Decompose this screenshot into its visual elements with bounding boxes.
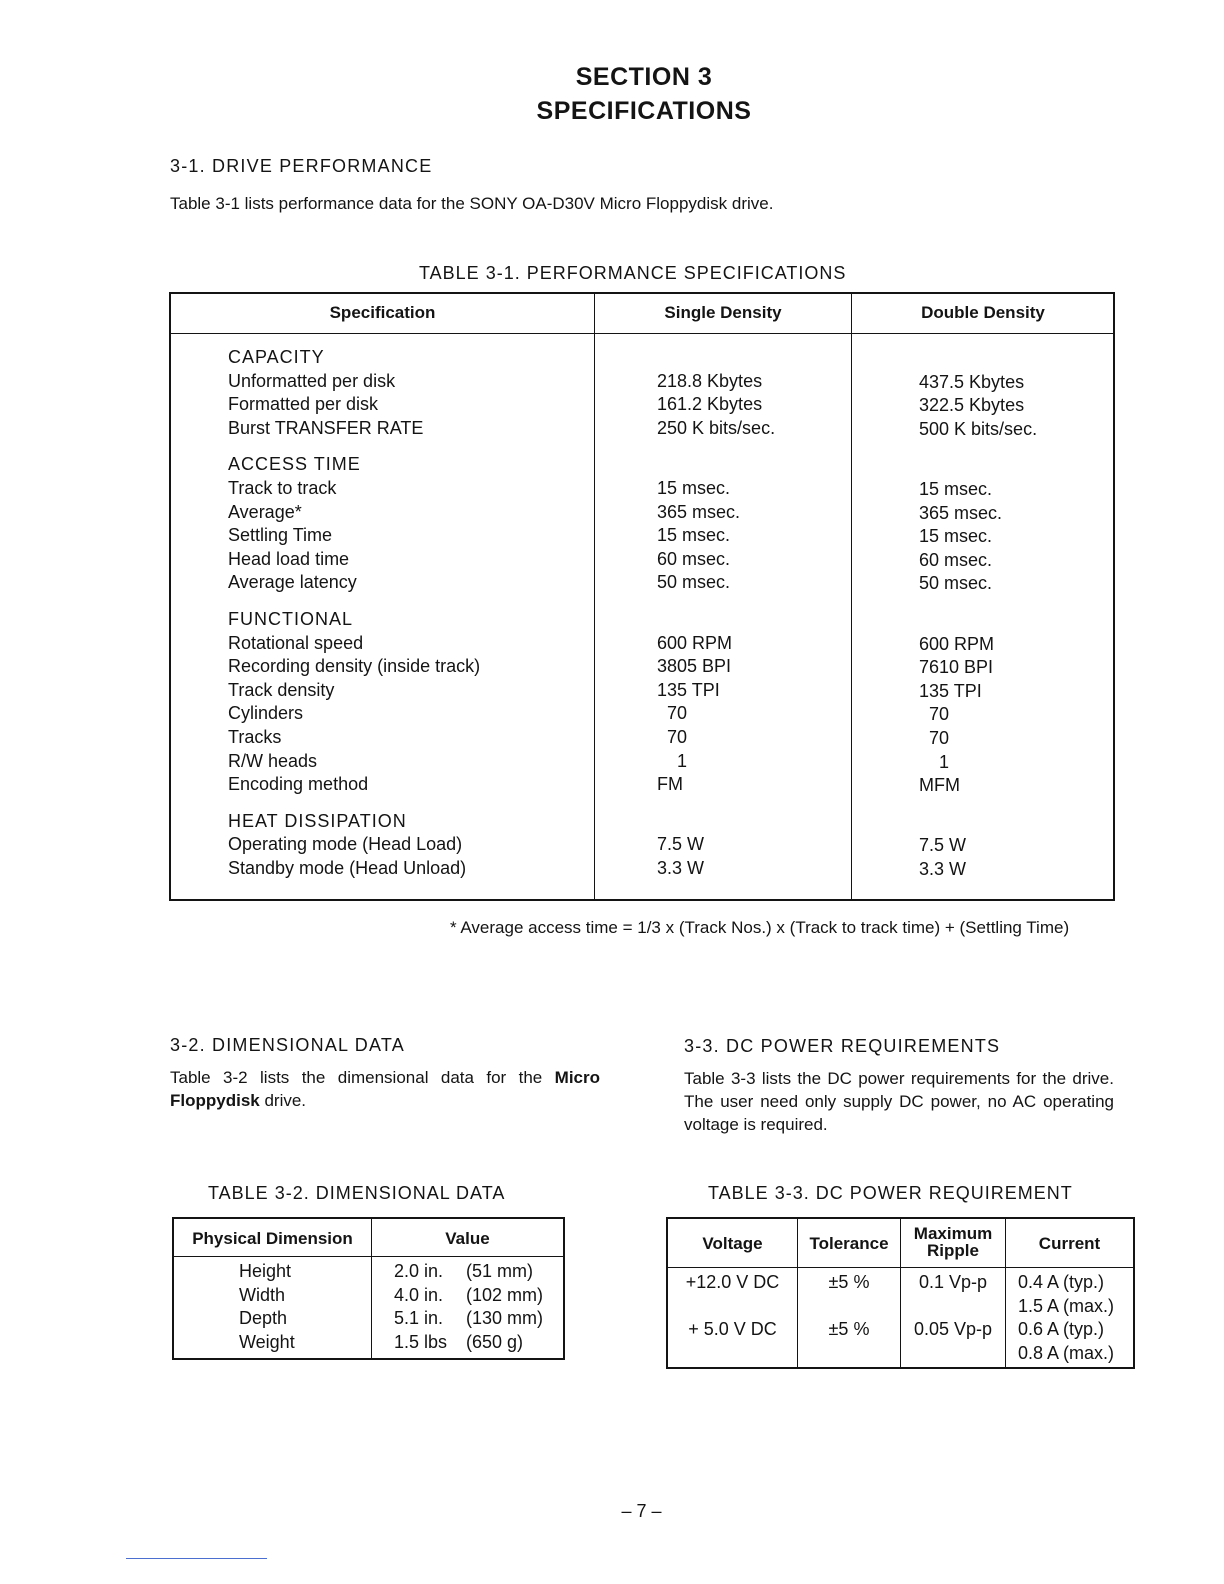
table2-header-rule (174, 1256, 563, 1257)
dimension-label: Depth (239, 1308, 288, 1329)
double-value: 60 msec. (919, 549, 993, 570)
spec-column (228, 346, 480, 880)
spec-label: R/W heads (228, 750, 318, 771)
page-title: SPECIFICATIONS (536, 97, 752, 125)
single-density-column (657, 346, 775, 880)
ripple-row-2: 0.05 Vp-p (913, 1319, 993, 1339)
header-line: Ripple (927, 1241, 979, 1260)
single-value: 600 RPM (657, 632, 733, 653)
metric-value: (650 g) (466, 1331, 524, 1352)
table1-header-rule (171, 333, 1113, 334)
metric-value: (130 mm) (466, 1308, 544, 1329)
section-heading-drive-performance: 3-1. DRIVE PERFORMANCE (170, 156, 433, 176)
table3-caption: TABLE 3-3. DC POWER REQUIREMENT (708, 1183, 1073, 1203)
metric-value: (51 mm) (466, 1261, 533, 1281)
double-value: 135 TPI (919, 680, 982, 701)
double-value: 70 (929, 704, 950, 725)
double-value: 600 RPM (919, 633, 995, 654)
current-row-1 (1018, 1271, 1114, 1318)
table3-header-ripple (901, 1225, 1005, 1259)
imperial-value: 2.0 in. (394, 1261, 444, 1281)
table3-header-current: Current (1038, 1234, 1101, 1253)
table1-header-spec: Specification (329, 303, 436, 322)
section-number: SECTION 3 (575, 63, 713, 91)
ripple-row-1: 0.1 Vp-p (918, 1272, 988, 1292)
table1-divider (594, 294, 595, 899)
double-value: MFM (919, 775, 960, 796)
single-value: 70 (667, 726, 688, 747)
dc-power-table (666, 1217, 1135, 1369)
spec-label: Rotational speed (228, 632, 364, 653)
single-value: 250 K bits/sec. (657, 417, 776, 438)
single-value: 365 msec. (657, 501, 741, 522)
double-density-column (919, 347, 1037, 881)
table3-header-rule (668, 1267, 1133, 1268)
double-value: 322.5 Kbytes (919, 395, 1025, 416)
single-value: 7.5 W (657, 834, 705, 855)
intro-text: Table 3-2 lists the dimensional data for the (170, 1068, 555, 1087)
current-value: 0.8 A (max.) (1018, 1342, 1115, 1363)
spec-label: Average* (228, 501, 302, 522)
group-title: HEAT DISSIPATION (228, 810, 407, 831)
spec-label: Formatted per disk (228, 394, 379, 415)
single-value: 50 msec. (657, 572, 731, 593)
dimensional-table (172, 1217, 565, 1360)
spec-label: Track to track (228, 477, 337, 498)
table1-header-single: Single Density (664, 303, 782, 322)
single-value: 15 msec. (657, 525, 731, 546)
group-heat-dissipation (228, 810, 480, 881)
group-functional (919, 609, 1037, 798)
table3-header-tolerance: Tolerance (809, 1234, 889, 1253)
section-heading-dimensional-data: 3-2. DIMENSIONAL DATA (170, 1035, 405, 1055)
group-title: CAPACITY (228, 347, 325, 367)
single-value: 161.2 Kbytes (657, 394, 763, 415)
double-value: 70 (929, 727, 950, 748)
imperial-value: 1.5 lbs (394, 1331, 448, 1352)
group-functional (657, 608, 775, 797)
table2-header-value: Value (445, 1229, 490, 1248)
group-heat-dissipation (657, 810, 775, 881)
group-access-time (657, 453, 775, 595)
dimension-imperial (394, 1260, 447, 1354)
current-value: 0.6 A (typ.) (1018, 1319, 1105, 1339)
single-value: FM (657, 774, 683, 795)
table2-header-dimension: Physical Dimension (192, 1229, 353, 1248)
single-value: 3.3 W (657, 857, 705, 878)
group-title: ACCESS TIME (228, 454, 361, 475)
header-line: Maximum (913, 1224, 993, 1243)
double-value: 437.5 Kbytes (919, 371, 1025, 392)
spec-label: Recording density (inside track) (228, 656, 481, 677)
single-value: 70 (667, 703, 688, 724)
spec-label: Tracks (228, 726, 282, 747)
spec-label: Settling Time (228, 525, 333, 546)
current-value: 0.4 A (typ.) (1018, 1272, 1105, 1292)
current-value: 1.5 A (max.) (1018, 1295, 1115, 1316)
intro-text: drive. (259, 1091, 307, 1110)
double-value: 7610 BPI (919, 657, 994, 678)
dimension-labels (239, 1260, 295, 1354)
double-value: 7.5 W (919, 835, 967, 856)
double-value: 15 msec. (919, 478, 993, 499)
group-access-time (919, 454, 1037, 596)
table1-divider (851, 294, 852, 899)
double-value: 50 msec. (919, 573, 993, 594)
single-value: 3805 BPI (657, 656, 732, 677)
imperial-value: 5.1 in. (394, 1308, 444, 1329)
dimension-label: Width (239, 1284, 286, 1305)
dimension-label: Height (239, 1261, 292, 1281)
group-capacity (657, 346, 775, 440)
single-value: 218.8 Kbytes (657, 370, 763, 391)
table1-header-double: Double Density (921, 303, 1045, 322)
imperial-value: 4.0 in. (394, 1284, 444, 1305)
dimension-label: Weight (239, 1331, 295, 1352)
intro-bold: Micro Floppydisk (170, 1068, 600, 1110)
dimensional-data-intro (170, 1066, 600, 1112)
double-value: 1 (939, 751, 950, 772)
group-heat-dissipation (919, 811, 1037, 882)
table1-caption: TABLE 3-1. PERFORMANCE SPECIFICATIONS (419, 263, 847, 283)
spec-label: Standby mode (Head Unload) (228, 857, 467, 878)
current-row-2 (1018, 1318, 1114, 1365)
double-value: 500 K bits/sec. (919, 418, 1038, 439)
drive-performance-intro: Table 3-1 lists performance data for the SONY OA-D30V Micro Floppydisk drive. (170, 194, 774, 213)
tolerance-row-1: ±5 % (828, 1272, 870, 1292)
spec-label: Average latency (228, 572, 357, 593)
section-heading-dc-power: 3-3. DC POWER REQUIREMENTS (684, 1036, 1001, 1056)
page-number: – 7 – (621, 1501, 662, 1521)
performance-table (169, 292, 1115, 901)
voltage-row-1: +12.0 V DC (685, 1272, 780, 1292)
tolerance-row-2: ±5 % (828, 1319, 870, 1339)
single-value: 1 (677, 750, 688, 771)
spec-label: Head load time (228, 548, 350, 569)
spec-label: Operating mode (Head Load) (228, 834, 463, 855)
spec-label: Burst TRANSFER RATE (228, 417, 424, 438)
dimension-metric (466, 1260, 543, 1354)
spec-label: Unformatted per disk (228, 370, 396, 391)
table2-caption: TABLE 3-2. DIMENSIONAL DATA (208, 1183, 506, 1203)
table1-footnote: * Average access time = 1/3 x (Track Nos.) x (Track to track time) + (Settling Time) (450, 918, 1070, 937)
spec-label: Cylinders (228, 703, 304, 724)
double-value: 15 msec. (919, 526, 993, 547)
group-capacity (228, 346, 480, 440)
voltage-row-2: + 5.0 V DC (688, 1319, 777, 1339)
single-value: 60 msec. (657, 548, 731, 569)
divider (126, 1558, 267, 1559)
spec-label: Track density (228, 679, 335, 700)
single-value: 135 TPI (657, 679, 720, 700)
table3-header-voltage: Voltage (702, 1234, 763, 1253)
double-value: 365 msec. (919, 502, 1003, 523)
spec-label: Encoding method (228, 774, 369, 795)
double-value: 3.3 W (919, 858, 967, 879)
group-title: FUNCTIONAL (228, 608, 354, 629)
group-functional (228, 608, 480, 797)
group-capacity (919, 347, 1037, 441)
single-value: 15 msec. (657, 477, 731, 498)
group-access-time (228, 453, 480, 595)
metric-value: (102 mm) (466, 1284, 544, 1305)
dc-power-intro: Table 3-3 lists the DC power requirements for the drive. The user need only supply DC power, no AC operating voltage is required. (684, 1069, 1114, 1134)
